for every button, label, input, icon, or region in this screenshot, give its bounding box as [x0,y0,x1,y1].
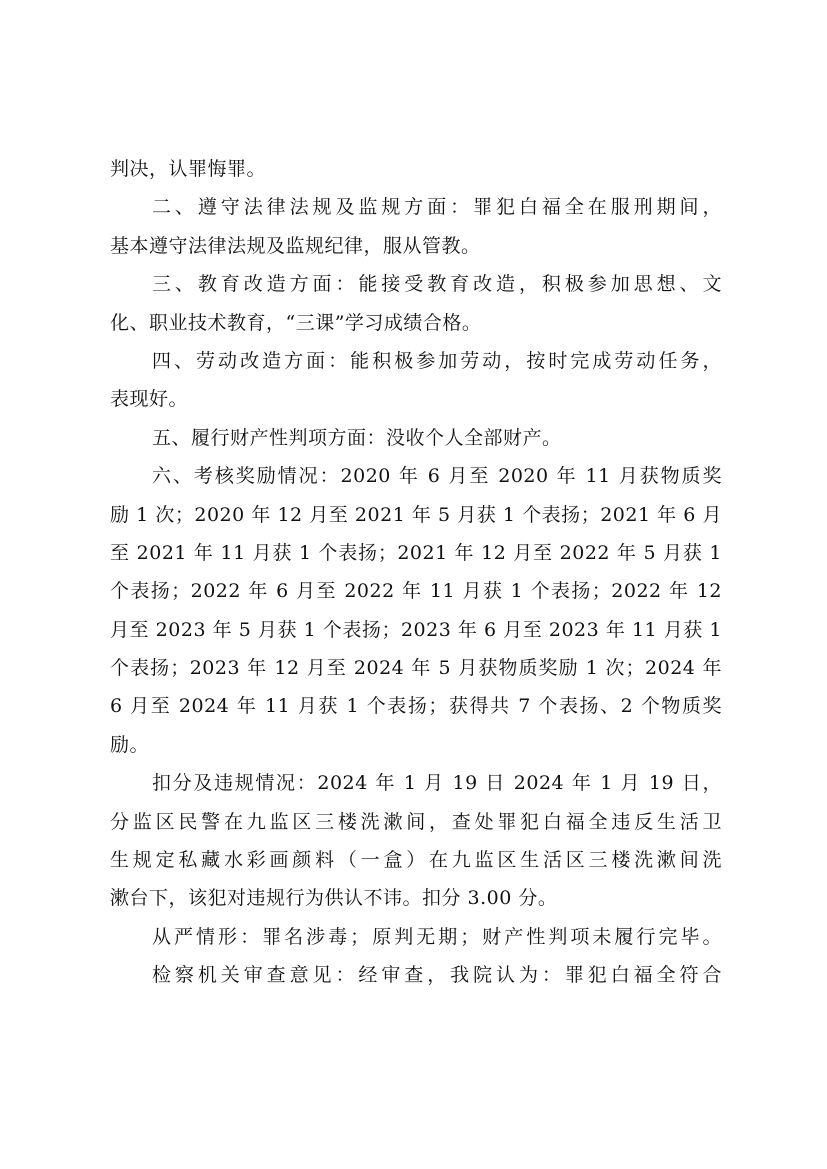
paragraph-line: 四、劳动改造方面：能积极参加劳动，按时完成劳动任务， [152,349,722,372]
paragraph-line: 漱台下，该犯对违规行为供认不讳。扣分 3.00 分。 [110,887,558,910]
paragraph-line: 生规定私藏水彩画颜料（一盒）在九监区生活区三楼洗漱间洗 [110,849,722,872]
paragraph-line: 分监区民警在九监区三楼洗漱间，查处罪犯白福全违反生活卫 [110,810,722,833]
paragraph-line: 月至 2023 年 5 月获 1 个表扬；2023 年 6 月至 2023 年 11 月获 1 [110,618,722,641]
paragraph-line: 励。 [110,733,150,756]
paragraph-line: 从严情形：罪名涉毒；原判无期；财产性判项未履行完毕。 [152,925,722,948]
paragraph-line: 表现好。 [110,388,189,411]
paragraph-line: 判决，认罪悔罪。 [110,158,267,180]
paragraph-line: 至 2021 年 11 月获 1 个表扬；2021 年 12 月至 2022 年 5 月获 1 [110,541,722,564]
paragraph-line: 个表扬；2023 年 12 月至 2024 年 5 月获物质奖励 1 次；2024 年 [110,657,722,680]
paragraph-line: 励 1 次；2020 年 12 月至 2021 年 5 月获 1 个表扬；2021 年 6 月 [110,503,722,526]
document-body [110,150,722,995]
paragraph-line: 化、职业技术教育，“三课”学习成绩合格。 [110,311,482,334]
paragraph-line: 二、遵守法律法规及监规方面：罪犯白福全在服刑期间， [152,196,722,219]
paragraph-line: 基本遵守法律法规及监规纪律，服从管教。 [110,234,481,257]
paragraph-line: 五、履行财产性判项方面：没收个人全部财产。 [152,426,562,449]
paragraph-line: 三、教育改造方面：能接受教育改造，积极参加思想、文 [152,273,722,296]
paragraph-line: 扣分及违规情况：2024 年 1 月 19 日 2024 年 1 月 19 日， [152,772,722,795]
paragraph-line: 个表扬；2022 年 6 月至 2022 年 11 月获 1 个表扬；2022 年 12 [110,580,722,603]
paragraph-line: 6 月至 2024 年 11 月获 1 个表扬；获得共 7 个表扬、2 个物质奖 [110,695,722,718]
paragraph-line: 六、考核奖励情况：2020 年 6 月至 2020 年 11 月获物质奖 [152,465,722,488]
paragraph-line: 检察机关审查意见：经审查，我院认为：罪犯白福全符合 [152,964,722,987]
